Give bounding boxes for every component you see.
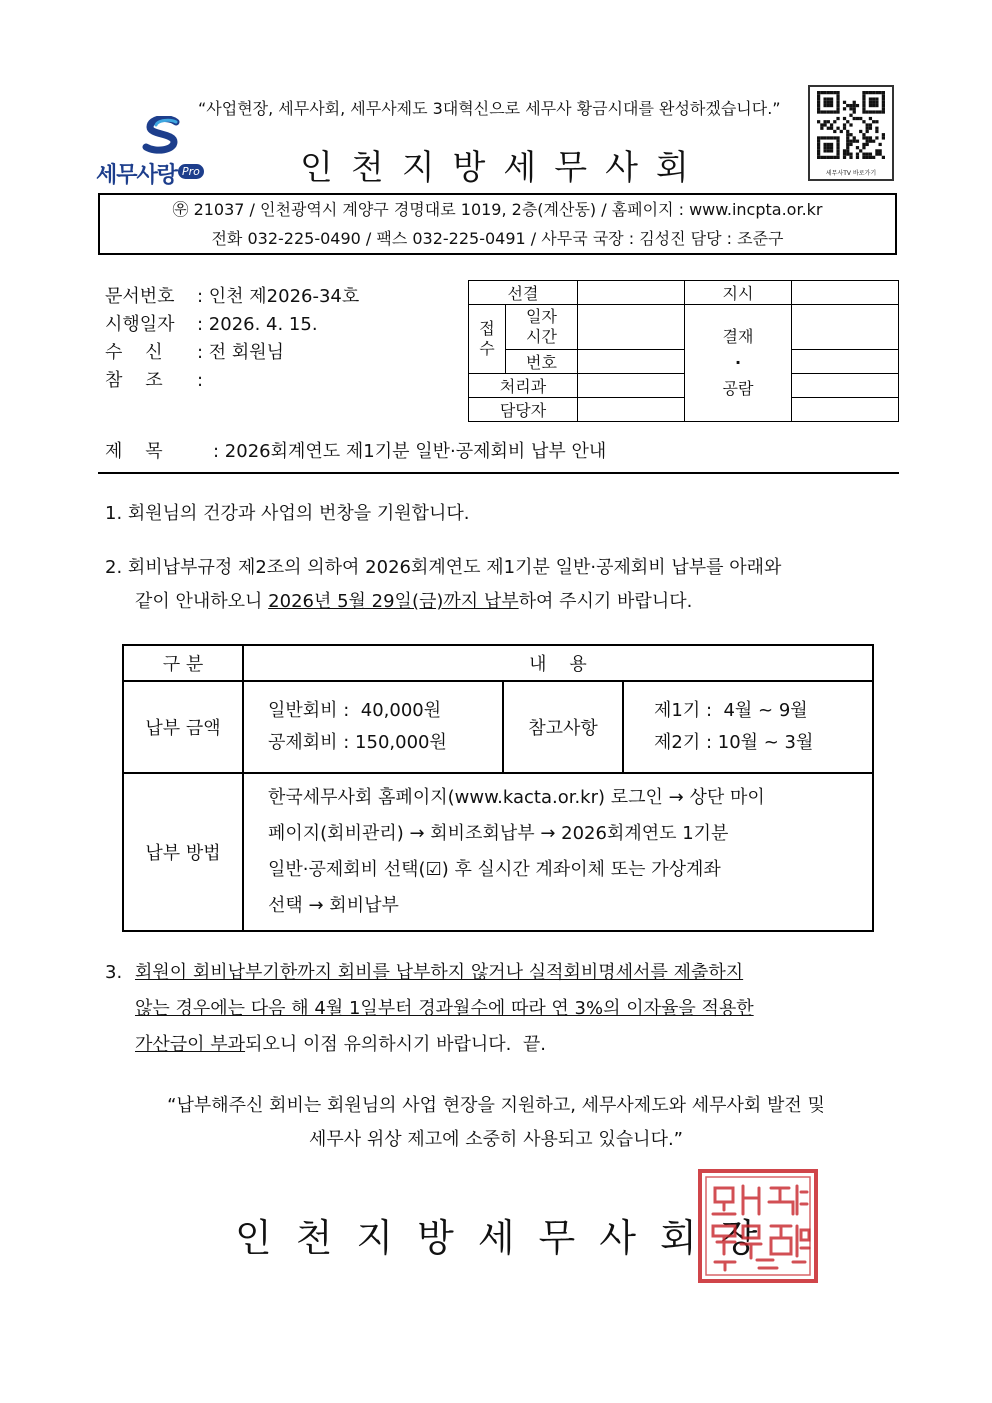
paragraph-3-line (105, 991, 895, 1027)
text: 되오니 이점 유의하시기 바랍니다. 끝. (245, 1034, 546, 1055)
approval-cell (792, 281, 899, 305)
approval-label: 공람 (722, 379, 754, 398)
approval-cell: 선결 (469, 281, 578, 305)
fee-mutual: 공제회비 : 150,000원 (268, 732, 447, 753)
warning-text: 않는 경우에는 다음 해 4월 1일부터 경과월수에 따라 연 3%의 이자율을 적용한 (135, 998, 754, 1019)
meta-label: 시행일자 (105, 314, 175, 335)
table-header: 구 분 (123, 645, 243, 681)
approval-cell: 처리과 (469, 374, 578, 398)
approval-label: · (734, 353, 742, 372)
closing-quote (100, 1089, 892, 1157)
logo-wordmark: 세무사랑 (96, 163, 178, 188)
paragraph-1: 1. 회원님의 건강과 사업의 번창을 기원합니다. (105, 503, 470, 524)
meta-label: 문서번호 (105, 286, 175, 307)
approval-cell (506, 305, 578, 350)
approval-cell: 번호 (506, 350, 578, 374)
approval-cell (792, 374, 899, 398)
method-line: 일반·공제회비 선택(☑) 후 실시간 계좌이체 또는 가상계좌 (268, 859, 721, 880)
paragraph-2-line: 2. 회비납부규정 제2조의 의하여 2026회계연도 제1기분 일반·공제회비 납부를 아래와 (105, 557, 782, 578)
qr-code-icon (817, 91, 885, 159)
phone-line: 전화 032-225-0490 / 팩스 032-225-0491 / 사무국 국장 : 김성진 담당 : 조준구 (211, 229, 784, 248)
slogan-text: “사업현장, 세무사회, 세무사제도 3대혁신으로 세무사 황금시대를 완성하겠습니다.” (198, 99, 781, 118)
row-label: 납부 금액 (123, 681, 243, 773)
signature-title: 인천지방세무사회장 (235, 1216, 782, 1260)
approval-table (468, 280, 899, 422)
logo-pro-badge: Pro (178, 164, 204, 179)
paragraph-3-line (105, 955, 895, 991)
logo-s-icon (140, 116, 184, 156)
note-label: 참고사항 (503, 681, 623, 773)
paragraph-3 (105, 955, 895, 1063)
paragraph-2 (105, 551, 895, 619)
approval-cell: 지시 (685, 281, 792, 305)
fee-general: 일반회비 : 40,000원 (268, 700, 442, 721)
approval-cell-gyeoljae (685, 305, 792, 422)
meta-row (105, 367, 359, 395)
warning-text: 가산금이 부과 (135, 1034, 246, 1055)
subject-label: 제 목 (105, 441, 163, 462)
method-line: 한국세무사회 홈페이지(www.kacta.or.kr) 로그인 → 상단 마이 (268, 787, 765, 808)
approval-cell (578, 374, 685, 398)
paragraph-3-line (105, 1027, 895, 1063)
closing-line: “납부해주신 회비는 회원님의 사업 현장을 지원하고, 세무사제도와 세무사회 발전 및 (167, 1095, 825, 1116)
method-cell (243, 773, 873, 931)
approval-cell: 담당자 (469, 398, 578, 422)
meta-value: : 전 회원님 (197, 342, 285, 363)
warning-text: 회원이 회비납부기한까지 회비를 납부하지 않거나 실적회비명세서를 제출하지 (135, 962, 744, 983)
text: 하여 주시기 바랍니다. (518, 591, 693, 612)
approval-cell (578, 350, 685, 374)
approval-label: 접수 (479, 319, 495, 358)
qr-caption: 세무사TV 바로가기 (825, 170, 877, 177)
meta-label: 수 신 (105, 342, 163, 363)
method-line: 선택 → 회비납부 (268, 895, 399, 916)
qr-code[interactable] (808, 85, 894, 181)
payment-info-table (122, 644, 874, 932)
approval-label: 일자 (526, 307, 557, 326)
row-label: 납부 방법 (123, 773, 243, 931)
address-line: ㉾ 21037 / 인천광역시 계양구 경명대로 1019, 2층(계산동) / 홈페이지 : www.incpta.or.kr (172, 200, 823, 219)
approval-label: 시간 (526, 327, 557, 346)
period-cell (623, 681, 873, 773)
paragraph-2-line (105, 585, 895, 619)
meta-row (105, 311, 359, 339)
approval-cell (792, 350, 899, 374)
table-header: 내 용 (243, 645, 873, 681)
closing-line: 세무사 위상 제고에 소중히 사용되고 있습니다.” (308, 1129, 684, 1150)
organization-logo (96, 116, 208, 186)
organization-title: 인천지방세무사회 (300, 148, 707, 188)
official-seal-icon (697, 1168, 819, 1284)
approval-cell (578, 281, 685, 305)
meta-value: : (197, 370, 204, 391)
meta-label: 참 조 (105, 370, 163, 391)
meta-row (105, 283, 359, 311)
approval-label: 결재 (722, 327, 754, 346)
divider (98, 472, 899, 474)
subject-value: : 2026회계연도 제1기분 일반·공제회비 납부 안내 (213, 441, 607, 462)
approval-cell-jeobsu (469, 305, 506, 374)
approval-cell (792, 305, 899, 350)
subject-line (105, 437, 606, 463)
paragraph-number: 3. (105, 962, 123, 983)
fee-cell (243, 681, 503, 773)
period-1: 제1기 : 4월 ~ 9월 (654, 700, 808, 721)
text: 같이 안내하오니 (135, 591, 269, 612)
deadline-text: 2026년 5월 29일(금)까지 납부 (268, 591, 519, 612)
document-meta (105, 283, 359, 395)
meta-value: : 2026. 4. 15. (197, 314, 318, 335)
contact-box (98, 193, 897, 255)
period-2: 제2기 : 10월 ~ 3월 (654, 732, 814, 753)
approval-cell (578, 398, 685, 422)
method-line: 페이지(회비관리) → 회비조회납부 → 2026회계연도 1기분 (268, 823, 729, 844)
approval-cell (578, 305, 685, 350)
meta-row (105, 339, 359, 367)
approval-cell (792, 398, 899, 422)
meta-value: : 인천 제2026-34호 (197, 286, 360, 307)
